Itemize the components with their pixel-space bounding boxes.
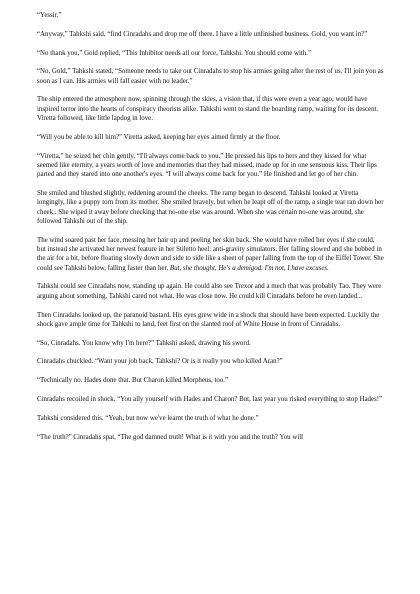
paragraph: Tahkshi considered this. “Yeah, but now we've learnt the truth of what he done.” <box>37 414 259 422</box>
italic-thought: But, she thought, He's a demigod. I'm not, I have excuses. <box>169 264 329 272</box>
paragraph: “Anyway,” Tahkshi said, “find Cinradahs and drop me off there. I have a little unfinished business. Gold, you want in?” <box>37 30 368 38</box>
paragraph: “The truth?” Cinradahs spat, “The god damned truth! What is it with you and the truth? You will <box>37 433 304 441</box>
paragraph: “Viretta,” he seized her chin gently, “I'll always come back to you.” He pressed his lips to hers and they kissed for what seemed like eternity, a years worth of love and memories that they had missed, made up for in one sensuous kiss. Their lips parted and they stared into one another's eyes. “I will always come back for you.” He finished and let go of her chin. <box>37 152 377 179</box>
paragraph: The wind soared past her face, messing her hair up and peeling her skin back. She would have rolled her eyes if she could, but instead she activated her newest feature in her Stiletto heel: anti-gravity simulators. Her falling slowed and she bobbed in the air for a bit, before floating slowly down and side to side like a sheet of paper falling from the top of the Eiffel Tower. She could see Tahkshi below, falling faster than her. But, she thought, He's a demigod. I'm not, I have excuses. <box>37 236 384 272</box>
paragraph: She smiled and blushed slightly, reddening around the cheeks. The ramp began to descend. Tahkshi looked at Viretta longingly, like a puppy torn from its mother. She smiled bravely, but when he leapt off of the ramp, a single tear ran down her cheek.. She wiped it away before checking that no-one else was around. When she was certain no-one was around, she followed Tahkshi out of the ship. <box>37 190 384 225</box>
paragraph: “No, Gold,” Tahkshi stated, “Someone needs to take out Cinradahs to stop his armies going after the rest of us. I'll join you as soon as I can. His armies will fall easier with no leader.” <box>37 68 384 85</box>
paragraph: “Technically no. Hades done that. But Charon killed Morpheus, too.” <box>37 377 229 385</box>
paragraph: “No thank you,” Gold replied, “This Inhibitor needs all our force, Tahkshi. You should come with.” <box>37 49 312 57</box>
paragraph: “Will you be able to kill him?” Viretta asked, keeping her eyes aimed firmly at the floor. <box>37 133 281 141</box>
paragraph: “Yessir.” <box>37 12 62 19</box>
paragraph: Then Cinradahs looked up, the paranoid bastard. His eyes grew wide in a shock that should have been expected. Luckily the shock gave ample time for Tahkshi to land, feet first on the slanted roof of White House in front of Cinradahs. <box>37 311 380 328</box>
paragraph: “So, Cinradahs. You know why I'm here?” Tahkshi asked, drawing his sword. <box>37 339 251 347</box>
paragraph: Cinradahs recoiled in shock. “You ally yourself with Hades and Charon? But, last year you risked everything to stop Hades!” <box>37 396 383 404</box>
paragraph: The ship entered the atmosphere now, spinning through the skies, a vision that, if this were even a year ago, would have inspired terror into the hearts of conspiracy theorists alike. Tahkshi went to stand the boarding ramp, waiting for its descent. Viretta followed, like little lapdog in love. <box>37 96 379 123</box>
paragraph: Tahkshi could see Cinradahs now, standing up again. He could also see Trexor and a mech that was probably Tao. They were arguing about something, Tahkshi cared not what. He was close now. He could kill Cinradahs before he even landed... <box>37 283 382 300</box>
paragraph: Cinradahs chuckled. “Want your job back, Tahkshi? Or is it really you who killed Aran?” <box>37 358 283 366</box>
